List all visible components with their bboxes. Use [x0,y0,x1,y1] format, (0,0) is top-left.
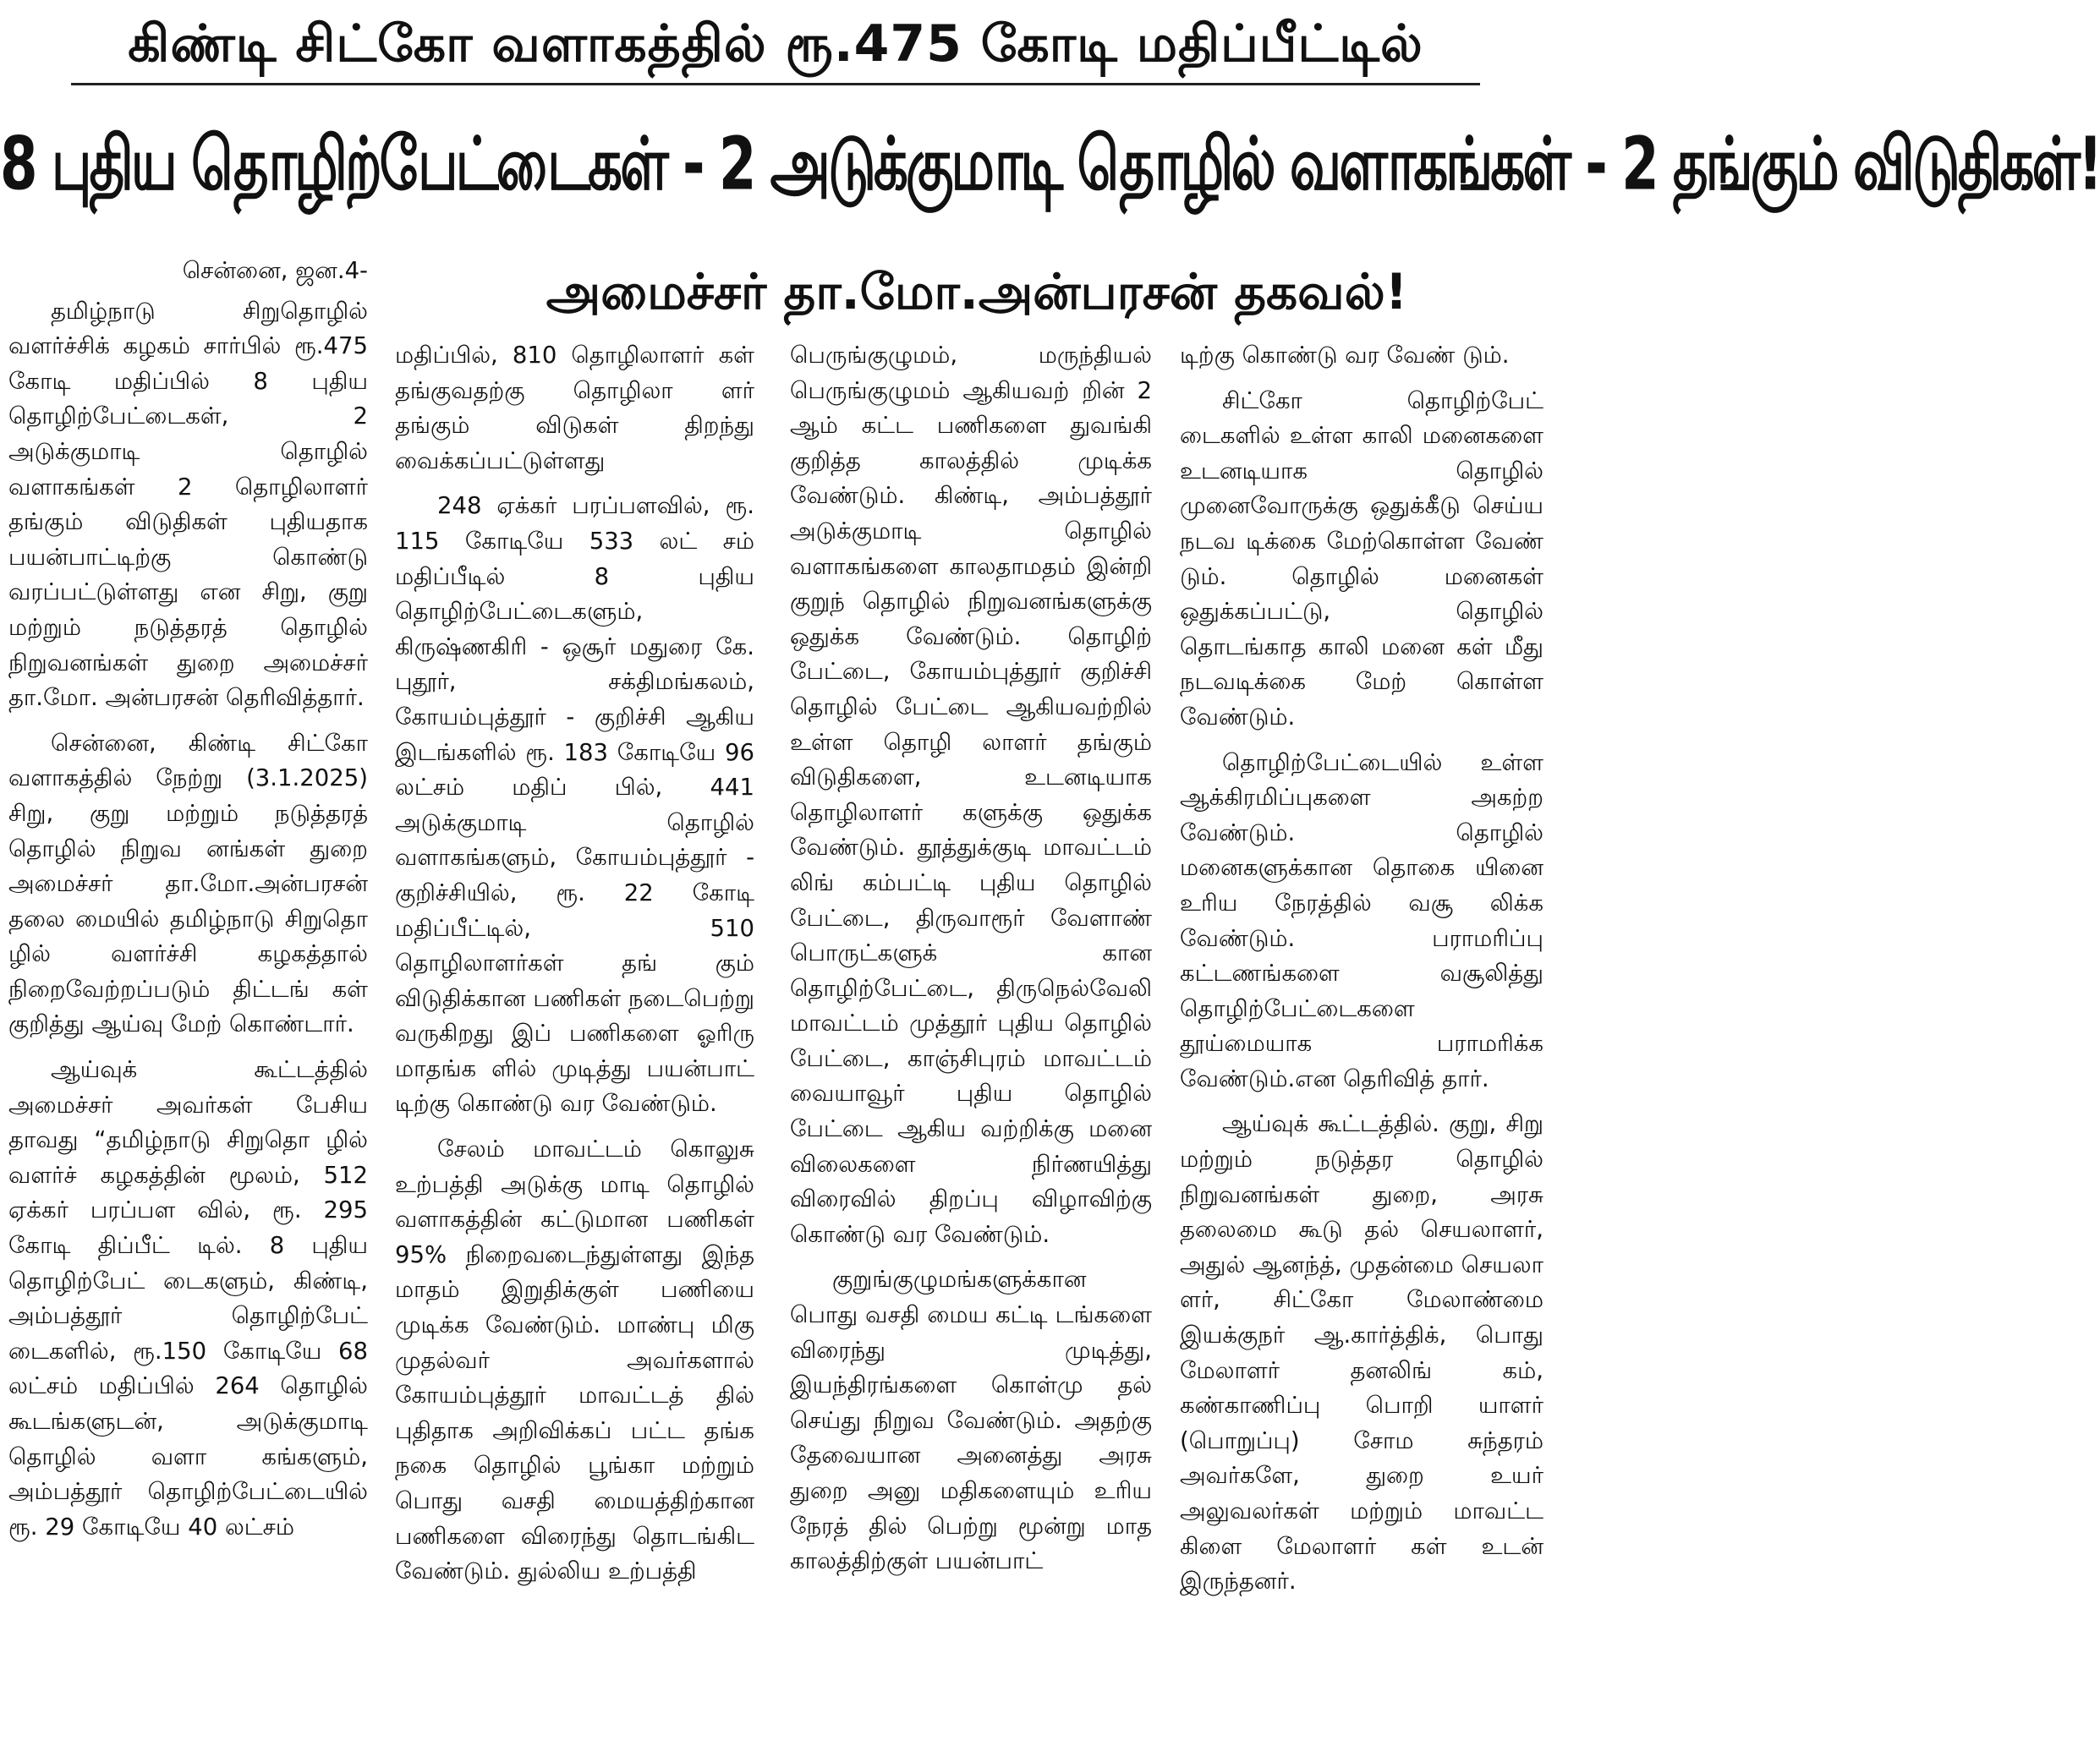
paragraph: தொழிற்பேட்டையில் உள்ள ஆக்கிரமிப்புகளை அகற்ற வேண்டும். தொழில் மனைகளுக்கான தொகை யினை உரிய நேரத்தில் வசூ லிக்க வேண்டும். பராமரிப்பு கட்டணங்களை வசூலித்து தொழிற்பேட்டைகளை தூய்மையாக பராமரிக்க வேண்டும்.என தெரிவித் தார். [1180,748,1543,1092]
article-column-3 [790,338,1152,1750]
article-column-2 [395,338,754,1750]
paragraph: பெருங்குழுமம், மருந்தியல் பெருங்குழுமம் ஆகியவற் றின் 2 ஆம் கட்ட பணிகளை துவங்கி குறித்த காலத்தில் முடிக்க வேண்டும். கிண்டி, அம்பத்தூர் அடுக்குமாடி தொழில் வளாகங்களை காலதாமதம் இன்றி குறுந் தொழில் நிறுவனங்களுக்கு ஒதுக்க வேண்டும். தொழிற் பேட்டை, கோயம்புத்தூர் குறிச்சி தொழில் பேட்டை ஆகியவற்றில் உள்ள தொழி லாளர் தங்கும் விடுதிகளை, உடனடியாக தொழிலாளர் களுக்கு ஒதுக்க வேண்டும். தூத்துக்குடி மாவட்டம் லிங் கம்பட்டி புதிய தொழில் பேட்டை, திருவாரூர் வேளாண் பொருட்களுக் கான தொழிற்பேட்டை, திருநெல்வேலி மாவட்டம் முத்தூர் புதிய தொழில் பேட்டை, காஞ்சிபுரம் மாவட்டம் வையாவூர் புதிய தொழில் பேட்டை ஆகிய வற்றிக்கு மனை விலைகளை நிர்ணயித்து விரைவில் திறப்பு விழாவிற்கு கொண்டு வர வேண்டும். [790,342,1152,1248]
paragraph: டிற்கு கொண்டு வர வேண் டும். [1180,342,1510,369]
paragraph: ஆய்வுக் கூட்டத்தில். குறு, சிறு மற்றும் நடுத்தர தொழில் நிறுவனங்கள் துறை, அரசு தலைமை கூடு தல் செயலாளர், அதுல் ஆனந்த், முதன்மை செயலா ளர், சிட்கோ மேலாண்மை இயக்குநர் ஆ.கார்த்திக், பொது மேலாளர் தனலிங் கம், கண்காணிப்பு பொறி யாளர் (பொறுப்பு) சோம சுந்தரம் அவர்களே, துறை உயர் அலுவலர்கள் மற்றும் மாவட்ட கிளை மேலாளர் கள் உடன் இருந்தனர். [1180,1110,1543,1596]
paragraph: சிட்கோ தொழிற்பேட் டைகளில் உள்ள காலி மனைகளை உடனடியாக தொழில் முனைவோருக்கு ஒதுக்கீடு செய்ய நடவ டிக்கை மேற்கொள்ள வேண் டும். தொழில் மனைகள் ஒதுக்கப்பட்டு, தொழில் தொடங்காத காலி மனை கள் மீது நடவடிக்கை மேற் கொள்ள வேண்டும். [1180,386,1543,731]
paragraph: 248 ஏக்கர் பரப்பளவில், ரூ. 115 கோடியே 533 லட் சம் மதிப்பீடில் 8 புதிய தொழிற்பேட்டைகளும், கிருஷ்ணகிரி - ஒசூர் மதுரை கே. புதூர், சக்திமங்கலம், கோயம்புத்தூர் - குறிச்சி ஆகிய இடங்களில் ரூ. 183 கோடியே 96 லட்சம் மதிப் பில், 441 அடுக்குமாடி தொழில் வளாகங்களும், கோயம்புத்தூர் - குறிச்சியில், ரூ. 22 கோடி மதிப்பீட்டில், 510 தொழிலாளர்கள் தங் கும் விடுதிக்கான பணிகள் நடைபெற்று வருகிறது இப் பணிகளை ஓரிரு மாதங்க ளில் முடித்து பயன்பாட் டிற்கு கொண்டு வர வேண்டும். [395,492,754,1118]
dateline: சென்னை, ஜன.4- [182,257,368,284]
paragraph: சேலம் மாவட்டம் கொலுசு உற்பத்தி அடுக்கு மாடி தொழில் வளாகத்தின் கட்டுமான பணிகள் 95% நிறைவடைந்துள்ளது இந்த மாதம் இறுதிக்குள் பணியை முடிக்க வேண்டும். மாண்பு மிகு முதல்வர் அவர்களால் கோயம்புத்தூர் மாவட்டத் தில் புதிதாக அறிவிக்கப் பட்ட தங்க நகை தொழில் பூங்கா மற்றும் பொது வசதி மையத்திற்கான பணிகளை விரைந்து தொடங்கிட வேண்டும். துல்லிய உற்பத்தி [395,1136,754,1585]
article-column-4 [1180,338,1543,1750]
kicker-headline: கிண்டி சிட்கோ வளாகத்தில் ரூ.475 கோடி மதிப்பீட்டில் [128,14,1423,74]
paragraph: மதிப்பில், 810 தொழிலாளர் கள் தங்குவதற்கு தொழிலா ளர் தங்கும் விடுகள் திறந்து வைக்கப்பட்டுள்ளது [395,342,754,474]
paragraph: சென்னை, கிண்டி சிட்கோ வளாகத்தில் நேற்று (3.1.2025) சிறு, குறு மற்றும் நடுத்தரத் தொழில் நிறுவ னங்கள் துறை அமைச்சர் தா.மோ.அன்பரசன் தலை மையில் தமிழ்நாடு சிறுதொ ழில் வளர்ச்சி கழகத்தால் நிறைவேற்றப்படும் திட்டங் கள் குறித்து ஆய்வு மேற் கொண்டார். [8,729,368,1038]
main-headline: 8 புதிய தொழிற்பேட்டைகள் - 2 அடுக்குமாடி தொழில் வளாகங்கள் - 2 தங்கும் விடுதிகள்! [0,123,2100,207]
paragraph: குறுங்குழுமங்களுக்கான பொது வசதி மைய கட்டி டங்களை விரைந்து முடித்து, இயந்திரங்களை கொள்மு தல் செய்து நிறுவ வேண்டும். அதற்கு தேவையான அனைத்து அரசு துறை அனு மதிகளையும் உரிய நேரத் தில் பெற்று மூன்று மாத காலத்திற்குள் பயன்பாட் [790,1266,1152,1575]
paragraph: ஆய்வுக் கூட்டத்தில் அமைச்சர் அவர்கள் பேசிய தாவது “தமிழ்நாடு சிறுதொ ழில் வளர்ச் கழகத்தின் மூலம், 512 ஏக்கர் பரப்பள வில், ரூ. 295 கோடி திப்பீட் டில். 8 புதிய தொழிற்பேட் டைகளும், கிண்டி, அம்பத்தூர் தொழிற்பேட் டைகளில், ரூ.150 கோடியே 68 லட்சம் மதிப்பில் 264 தொழில் கூடங்களுடன், அடுக்குமாடி தொழில் வளா கங்களும், அம்பத்தூர் தொழிற்பேட்டையில் ரூ. 29 கோடியே 40 லட்சம் [8,1056,368,1541]
subheadline: அமைச்சர் தா.மோ.அன்பரசன் தகவல்! [546,263,1408,320]
article-column-1 [8,254,368,1750]
paragraph: தமிழ்நாடு சிறுதொழில் வளர்ச்சிக் கழகம் சார்பில் ரூ.475 கோடி மதிப்பில் 8 புதிய தொழிற்பேட்டைகள், 2 அடுக்குமாடி தொழில் வளாகங்கள் 2 தொழிலாளர் தங்கும் விடுதிகள் புதியதாக பயன்பாட்டிற்கு கொண்டு வரப்பட்டுள்ளது என சிறு, குறு மற்றும் நடுத்தரத் தொழில் நிறுவனங்கள் துறை அமைச்சர் தா.மோ. அன்பரசன் தெரிவித்தார். [8,297,368,712]
